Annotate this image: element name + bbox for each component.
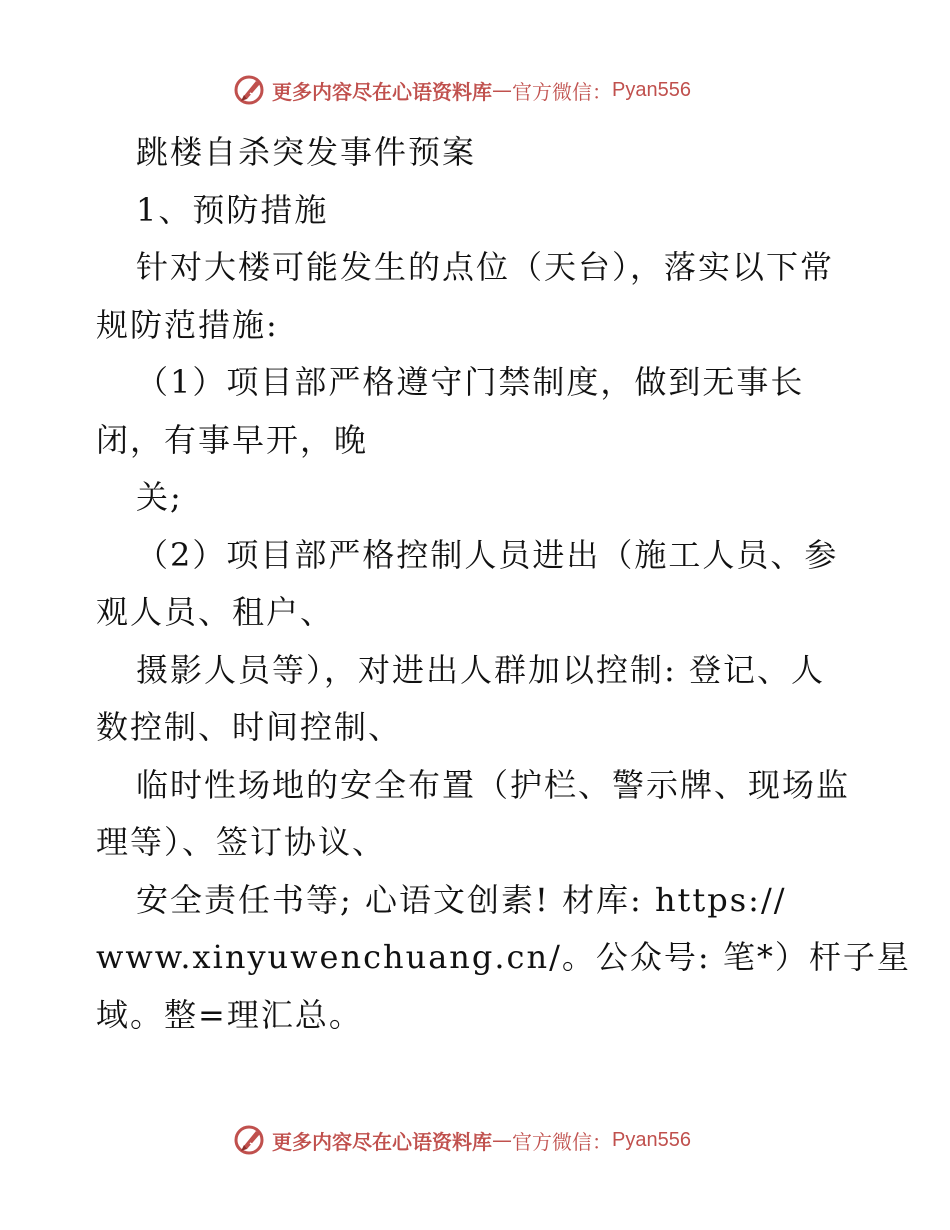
watermark-brand: 更多内容尽在心语资料库 [272, 79, 492, 104]
document-line: 针对大楼可能发生的点位（天台），落实以下常 [136, 248, 835, 286]
watermark-wechat-id: Pyan556 [612, 1128, 691, 1151]
document-line: 摄影人员等），对进出人群加以控制: 登记、人 [136, 650, 825, 689]
watermark-separator: — [492, 78, 512, 102]
document-line: 观人员、租户、 [96, 593, 335, 631]
document-line: （1）项目部严格遵守门禁制度，做到无事长 [136, 363, 805, 401]
watermark-wechat-id: Pyan556 [612, 78, 691, 101]
document-line: 域。整=理汇总。 [96, 995, 363, 1034]
document-line: 闭，有事早开，晚 [96, 420, 369, 459]
brand-logo-icon [232, 72, 268, 108]
watermark-official-label: 官方微信： [512, 79, 612, 104]
document-line: 数控制、时间控制、 [96, 708, 403, 746]
watermark-separator: — [492, 1128, 512, 1152]
document-line: 临时性场地的安全布置（护栏、警示牌、现场监 [136, 765, 851, 804]
document-line: （2）项目部严格控制人员进出（施工人员、参 [136, 535, 839, 574]
document-body [96, 124, 911, 1044]
document-line: 规防范措施: [96, 305, 279, 344]
document-line: 1、预防措施 [136, 190, 329, 229]
document-line: 关; [136, 478, 183, 516]
document-line: 跳楼自杀突发事件预案 [136, 133, 477, 171]
footer-watermark [232, 1122, 691, 1158]
document-line: 安全责任书等; 心语文创素! 材库: https:// [136, 880, 787, 919]
document-line: www.xinyuwenchuang.cn/。公众号: 笔*）杆子星 [96, 938, 911, 976]
watermark-official-label: 官方微信： [512, 1129, 612, 1154]
brand-logo-icon [232, 1122, 268, 1158]
document-line: 理等）、签订协议、 [96, 823, 387, 861]
watermark-brand: 更多内容尽在心语资料库 [272, 1129, 492, 1154]
header-watermark [232, 72, 691, 108]
